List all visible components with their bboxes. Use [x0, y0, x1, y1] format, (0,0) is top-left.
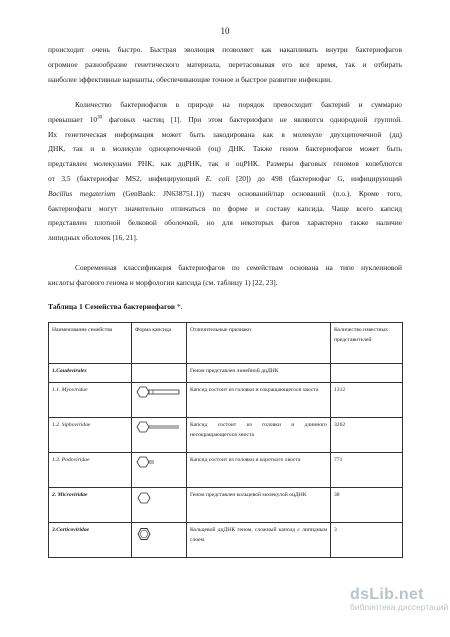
- family-name: 1.3. Podoviridae: [52, 457, 90, 463]
- text-line: наиболее эффективные варианты, обеспечивающие точное и быстрое развитие инфекции.: [48, 74, 332, 84]
- text-run: (GenBank: JN638751.1)) тысяч оснований/пар оснований (п.о.). Кроме того,: [115, 188, 402, 198]
- family-name-cell: [49, 383, 132, 418]
- text-line: огромное разнообразие генетического материала, перетасовывая его все время, так и отбирать: [48, 59, 402, 69]
- text-line: представлен плотной белковой оболочкой, но для некоторых фагов характерно также наличие: [48, 218, 402, 228]
- header-cell: Отличительные признаки: [187, 323, 331, 364]
- text-run: [20]) до 498 (бактериофаг G, инфицирующий: [229, 173, 402, 183]
- table-row: [49, 418, 403, 453]
- header-cell: Наименование семейства: [49, 323, 132, 364]
- paragraph-1: [48, 43, 402, 87]
- exponent: 30: [97, 115, 103, 121]
- text-line: Количество бактериофагов в природе на порядок превосходит бактерий и суммарно: [75, 100, 402, 109]
- family-name: 2. Microviridae: [52, 492, 88, 498]
- table-row: [49, 523, 403, 558]
- count-cell: 38: [331, 488, 403, 523]
- text-run: превышает 10: [48, 114, 98, 124]
- count-cell: 1312: [331, 383, 403, 418]
- header-cell: Форма капсида: [132, 323, 187, 364]
- corticovirus-capsid-icon: [135, 526, 155, 542]
- features-cell: Капсид состоит из головки и длинного несокращающегося хвоста: [187, 418, 331, 453]
- text-line: представлен молекулами РНК, как дцРНК, так и оцРНК. Размеры фаговых геномов колеблются: [48, 159, 402, 169]
- count-cell: 3262: [331, 418, 403, 453]
- capsid-shape-cell: [132, 418, 187, 453]
- caption-tail: *.: [174, 302, 183, 311]
- text-line: Современная классификация бактериофагов по семействам основана на типе нуклеиновой: [75, 263, 402, 272]
- table-row: [49, 488, 403, 523]
- paragraph-2: [48, 98, 402, 246]
- features-cell: Капсид состоит из головки и сокращающегося хвоста: [187, 383, 331, 418]
- watermark-logo: dsLib.net: [350, 586, 424, 603]
- family-name-cell: [49, 453, 132, 488]
- text-run: от 3,5 (бактериофаг MS2, инфицирующий: [48, 173, 206, 183]
- table-row: [49, 453, 403, 488]
- text-line: [48, 172, 402, 187]
- watermark: [350, 586, 449, 612]
- paragraph-3: [48, 261, 402, 291]
- capsid-shape-cell: [132, 364, 187, 383]
- features-cell: Геном представлен линейной дцДНК: [187, 364, 331, 383]
- text-line: бактериофаги могут значительно отличаться по форме и составу капсида. Чаще всего капсид: [48, 203, 402, 213]
- family-name-cell: [49, 418, 132, 453]
- family-name: 1.2. Siphoviridae: [52, 422, 91, 428]
- siphovirus-capsid-icon: [135, 421, 185, 433]
- text-line: кислоты фагового генома и морфологии капсида (см. таблицу 1) [22, 23].: [48, 277, 278, 287]
- features-cell: Геном представлен кольцевой молекулой оцДНК: [187, 488, 331, 523]
- family-name: 1.Caudovirales: [52, 368, 87, 374]
- species-name: E. coli: [205, 173, 230, 183]
- text-line: происходит очень быстро. Быстрая эволюция позволяет как накапливать внутри бактериофагов: [48, 45, 402, 54]
- family-name-cell: [49, 364, 132, 383]
- watermark-subtitle: библиотека диссертаций: [350, 602, 449, 612]
- family-name-cell: [49, 523, 132, 558]
- table-caption: [48, 302, 183, 311]
- podovirus-capsid-icon: [135, 456, 185, 468]
- page-number: 10: [220, 26, 230, 36]
- families-table: [48, 322, 403, 558]
- header-cell: Количество известных представителей: [331, 323, 403, 364]
- text-line: ДНК, так и в молекуле одноцепочечной (оц) ДНК. Также геном бактериофагов может быть: [48, 144, 402, 154]
- capsid-shape-cell: [132, 383, 187, 418]
- family-name-cell: [49, 488, 132, 523]
- capsid-shape-cell: [132, 523, 187, 558]
- capsid-shape-cell: [132, 488, 187, 523]
- caption-title: Таблица 1 Семейства бактериофагов: [48, 302, 175, 311]
- features-cell: Кольцевой дцДНК геном, сложный капсид с липидным слоем: [187, 523, 331, 558]
- text-line: [48, 113, 402, 128]
- count-cell: [331, 364, 403, 383]
- table-header-row: [49, 323, 403, 364]
- myovirus-capsid-icon: [135, 386, 185, 398]
- text-run: фаговых частиц [1]. При этом бактериофаги не являются однородной группой.: [102, 114, 403, 124]
- features-cell: Капсид состоит из головки и короткого хвоста: [187, 453, 331, 488]
- text-line: [48, 187, 402, 202]
- microvirus-capsid-icon: [135, 491, 155, 505]
- capsid-shape-cell: [132, 453, 187, 488]
- species-name: Bacillus megaterium: [48, 188, 116, 198]
- count-cell: 3: [331, 523, 403, 558]
- table-row: [49, 364, 403, 383]
- table-row: [49, 383, 403, 418]
- text-line: липидных оболочек [16, 21].: [48, 233, 138, 243]
- count-cell: 771: [331, 453, 403, 488]
- family-name: 1.1. Myoviridae: [52, 387, 88, 393]
- text-line: Их генетическая информация может быть закодирована как в молекуле двухцепочечной (дц): [48, 129, 402, 139]
- family-name: 3.Corticoviridae: [52, 527, 90, 533]
